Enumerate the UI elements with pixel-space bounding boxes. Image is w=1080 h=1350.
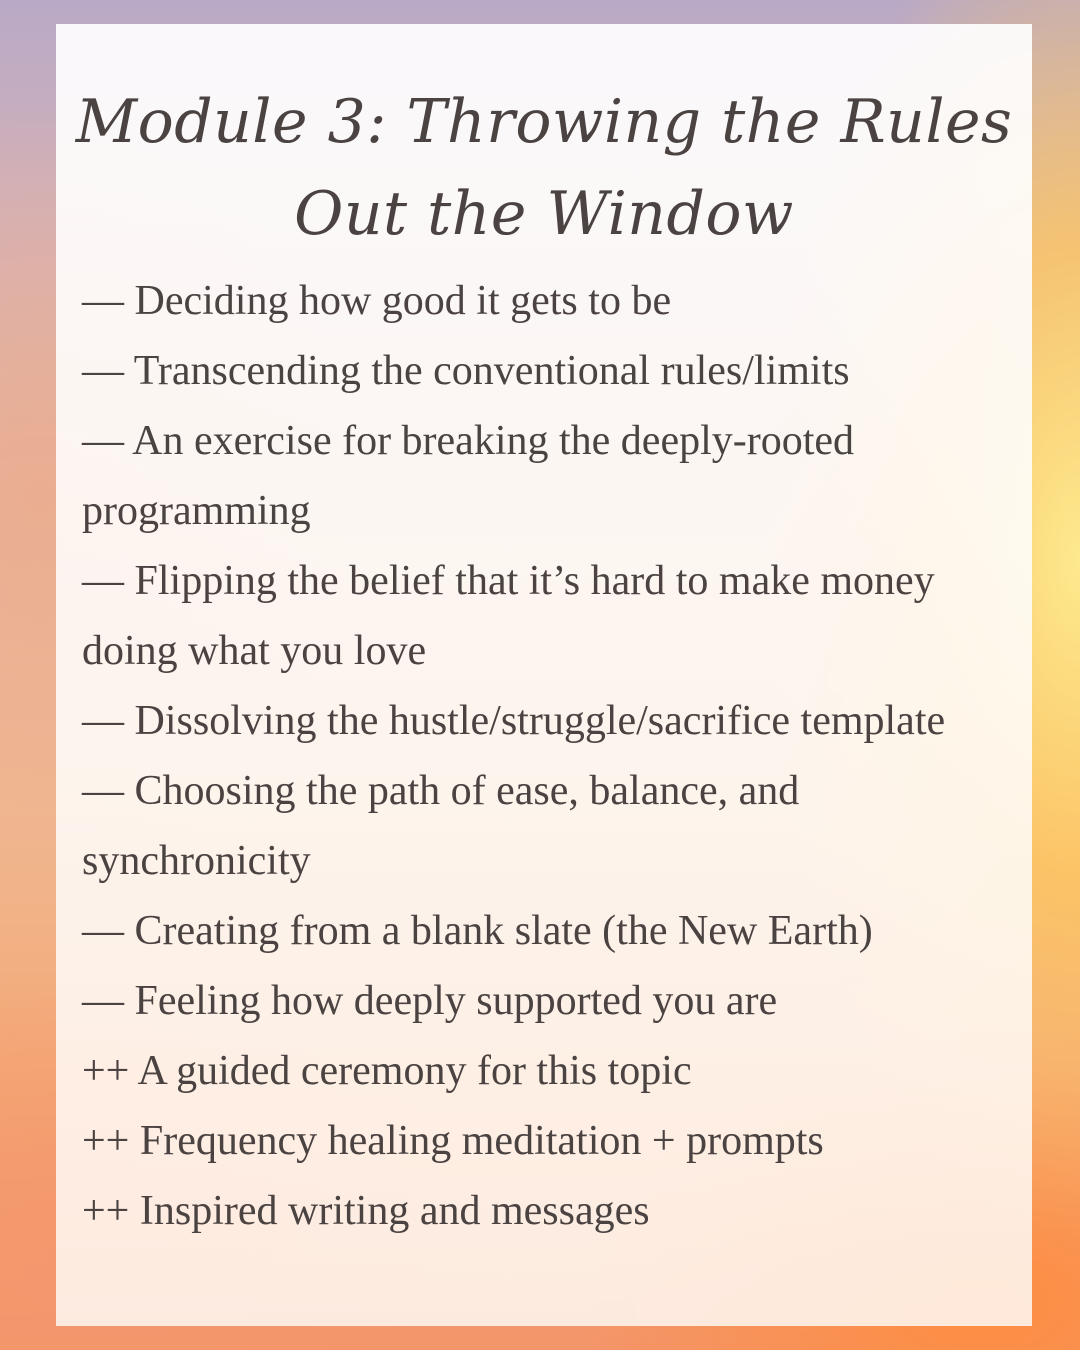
content-card — [56, 24, 1032, 1326]
bonus-item: ++ A guided ceremony for this topic — [82, 1048, 692, 1094]
module-title — [56, 76, 1032, 260]
list-item: — An exercise for breaking the deeply-rooted programming — [82, 418, 855, 534]
list-item: — Deciding how good it gets to be — [82, 278, 672, 324]
module-title-line-1: Module 3: Throwing the Rules — [75, 87, 1013, 157]
list-item: — Flipping the belief that it’s hard to make money doing what you love — [82, 558, 935, 674]
bonus-item: ++ Frequency healing meditation + prompts — [82, 1118, 824, 1164]
topic-list — [82, 266, 1027, 1246]
list-item: — Choosing the path of ease, balance, and synchronicity — [82, 768, 800, 884]
module-title-line-2: Out the Window — [294, 179, 794, 249]
list-item: — Feeling how deeply supported you are — [82, 978, 778, 1024]
list-item: — Dissolving the hustle/struggle/sacrifice template — [82, 698, 946, 744]
bonus-item: ++ Inspired writing and messages — [82, 1188, 650, 1234]
list-item: — Creating from a blank slate (the New Earth) — [82, 908, 873, 954]
list-item: — Transcending the conventional rules/limits — [82, 348, 850, 394]
